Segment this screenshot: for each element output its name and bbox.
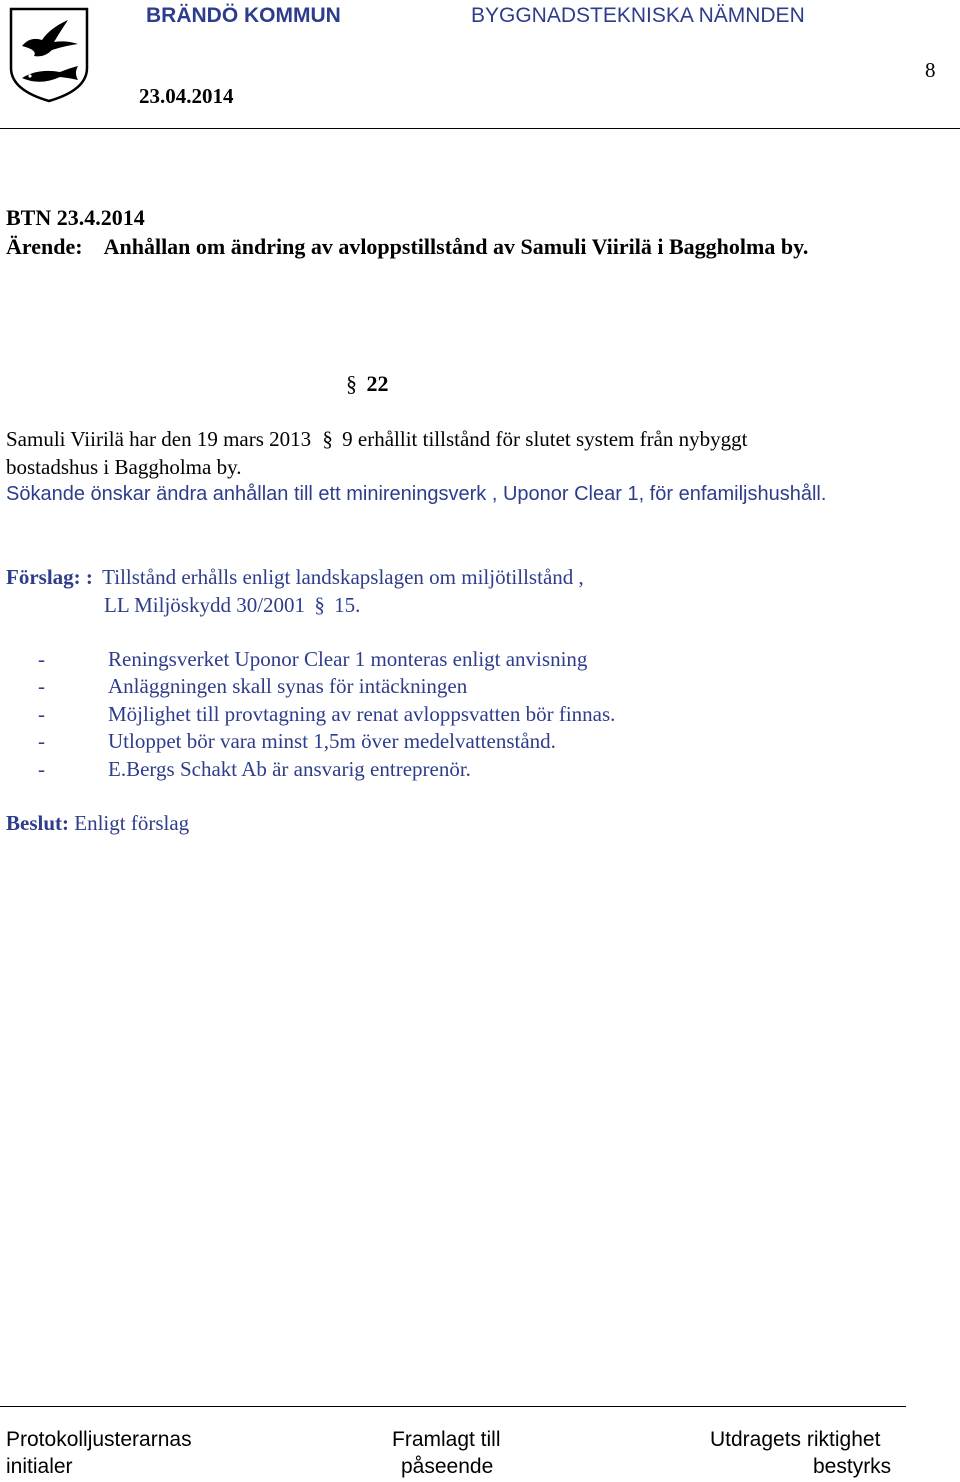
case-heading (6, 234, 808, 260)
background-line-1 (6, 427, 748, 452)
header-divider (0, 128, 960, 129)
case-label: Ärende: (6, 234, 83, 259)
bullet-dash: - (38, 729, 45, 753)
meeting-date: 23.04.2014 (139, 84, 234, 108)
bullet-dash: - (38, 702, 45, 726)
footer-posted-label: Framlagt till (392, 1428, 501, 1451)
decision-label: Beslut: (6, 811, 69, 835)
proposal-text: Tillstånd erhålls enligt landskapslagen om miljötillstånd , (102, 565, 584, 589)
condition-text: Anläggningen skall synas för intäckningen (108, 674, 468, 698)
background-text-b: 9 erhållit tillstånd för slutet system från nybyggt (342, 427, 748, 451)
section-heading (346, 371, 389, 397)
condition-item (38, 674, 467, 699)
proposal-line-1 (6, 565, 584, 590)
municipality-name: BRÄNDÖ KOMMUN (146, 4, 341, 27)
condition-text: E.Bergs Schakt Ab är ansvarig entreprenör. (108, 757, 471, 781)
background-line-2: bostadshus i Baggholma by. (6, 455, 242, 479)
footer-certified-label-2: bestyrks (813, 1455, 892, 1478)
condition-text: Utloppet bör vara minst 1,5m över medelvattenstånd. (108, 729, 556, 753)
condition-item (38, 757, 471, 782)
section-symbol: § (346, 371, 357, 396)
case-title: Anhållan om ändring av avloppstillstånd av Samuli Viirilä i Baggholma by. (103, 234, 809, 259)
condition-item (38, 647, 587, 672)
municipal-coat-of-arms-logo (8, 6, 90, 104)
page-number: 8 (925, 58, 936, 82)
paragraph-symbol: § (322, 427, 333, 451)
footer-posted-label-2: påseende (401, 1455, 494, 1478)
footer-initials-label-2: initialer (6, 1455, 73, 1478)
section-number: 22 (366, 371, 389, 396)
background-text-a: Samuli Viirilä har den 19 mars 2013 (6, 427, 312, 451)
proposal-line-2 (104, 593, 360, 618)
paragraph-symbol: § (314, 593, 325, 617)
bullet-dash: - (38, 647, 45, 671)
case-reference: BTN 23.4.2014 (6, 205, 145, 230)
background-line-3: Sökande önskar ändra anhållan till ett minireningsverk , Uponor Clear 1, för enfamiljshushåll. (6, 483, 827, 505)
bullet-dash: - (38, 757, 45, 781)
decision-line (6, 811, 189, 836)
condition-item (38, 729, 556, 754)
proposal-label: Förslag: : (6, 565, 93, 589)
condition-item (38, 702, 615, 727)
footer-initials-label: Protokolljusterarnas (6, 1428, 192, 1451)
decision-text: Enligt förslag (74, 811, 190, 835)
condition-text: Reningsverket Uponor Clear 1 monteras enligt anvisning (108, 647, 588, 671)
proposal-law-ref: LL Miljöskydd 30/2001 (104, 593, 306, 617)
board-name: BYGGNADSTEKNISKA NÄMNDEN (471, 4, 805, 27)
condition-text: Möjlighet till provtagning av renat avloppsvatten bör finnas. (108, 702, 616, 726)
proposal-law-section: 15. (334, 593, 361, 617)
footer-divider (0, 1406, 906, 1407)
footer-certified-label: Utdragets riktighet (710, 1428, 881, 1451)
bullet-dash: - (38, 674, 45, 698)
